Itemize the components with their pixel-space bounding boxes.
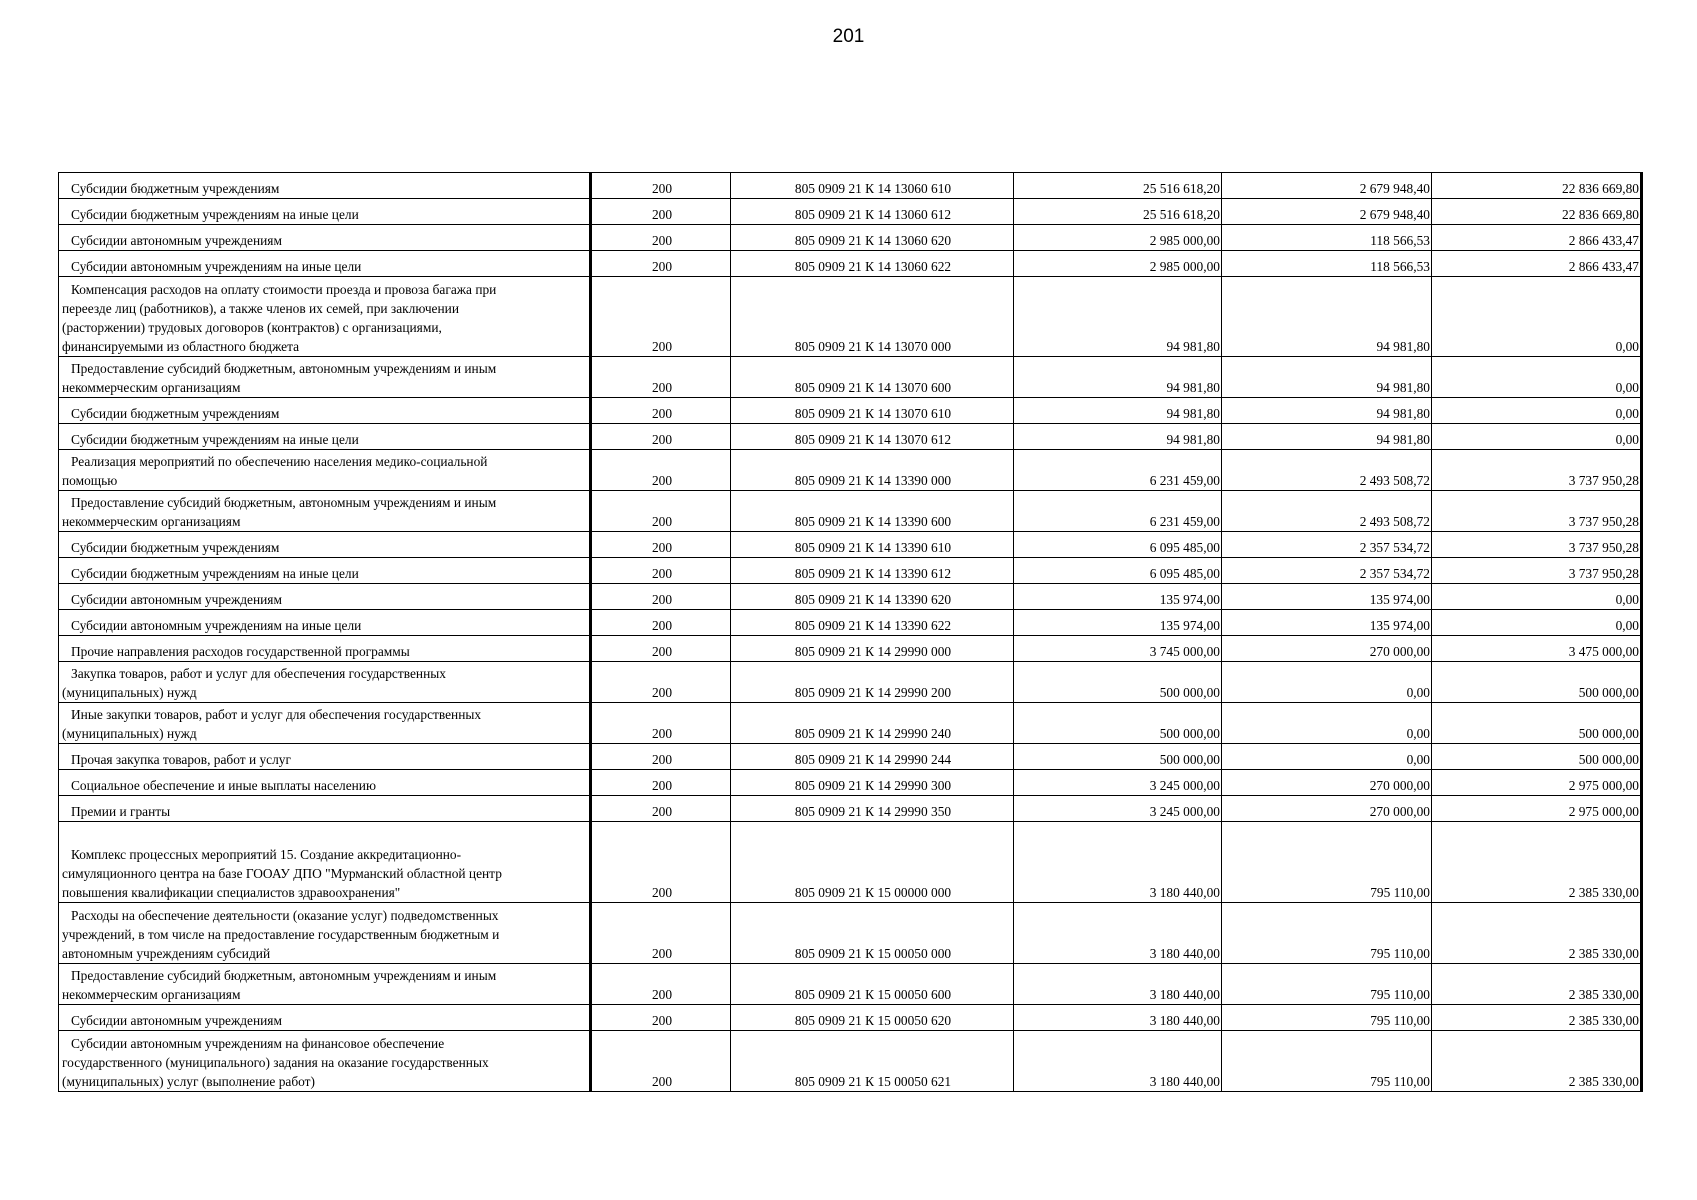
cell-name-line: Социальное обеспечение и иные выплаты населению xyxy=(71,778,376,793)
cell-budget-classification-code: 805 0909 21 К 14 29990 200 xyxy=(731,662,1014,703)
cell-line-code: 200 xyxy=(591,610,731,636)
cell-line-code: 200 xyxy=(591,744,731,770)
cell-executed-amount: 0,00 xyxy=(1222,662,1432,703)
cell-unexecuted-amount: 22 836 669,80 xyxy=(1432,199,1642,225)
cell-name xyxy=(59,636,591,662)
cell-budget-classification-code: 805 0909 21 К 14 13390 610 xyxy=(731,532,1014,558)
cell-approved-amount: 25 516 618,20 xyxy=(1014,173,1222,199)
cell-unexecuted-amount: 0,00 xyxy=(1432,584,1642,610)
cell-approved-amount: 3 180 440,00 xyxy=(1014,822,1222,903)
cell-budget-classification-code: 805 0909 21 К 14 29990 244 xyxy=(731,744,1014,770)
cell-line-code: 200 xyxy=(591,357,731,398)
cell-unexecuted-amount: 2 385 330,00 xyxy=(1432,1005,1642,1031)
cell-line-code: 200 xyxy=(591,964,731,1005)
cell-name-line: Прочие направления расходов государственной программы xyxy=(71,644,410,659)
cell-budget-classification-code: 805 0909 21 К 14 13390 000 xyxy=(731,450,1014,491)
table-row xyxy=(59,277,1642,357)
cell-budget-classification-code: 805 0909 21 К 15 00050 600 xyxy=(731,964,1014,1005)
cell-name-line: Комплекс процессных мероприятий 15. Создание аккредитационно- xyxy=(71,847,462,862)
cell-approved-amount: 94 981,80 xyxy=(1014,398,1222,424)
cell-name-line: государственного (муниципального) задания на оказание государственных xyxy=(62,1055,489,1070)
cell-name-line: финансируемыми из областного бюджета xyxy=(62,339,300,354)
cell-approved-amount: 500 000,00 xyxy=(1014,662,1222,703)
cell-approved-amount: 3 180 440,00 xyxy=(1014,903,1222,964)
cell-executed-amount: 94 981,80 xyxy=(1222,357,1432,398)
cell-executed-amount: 0,00 xyxy=(1222,703,1432,744)
cell-name-line: Расходы на обеспечение деятельности (оказание услуг) подведомственных xyxy=(71,908,499,923)
cell-executed-amount: 795 110,00 xyxy=(1222,1031,1432,1092)
cell-approved-amount: 3 245 000,00 xyxy=(1014,796,1222,822)
cell-name xyxy=(59,1031,591,1092)
cell-unexecuted-amount: 2 866 433,47 xyxy=(1432,225,1642,251)
cell-approved-amount: 500 000,00 xyxy=(1014,703,1222,744)
cell-name-line: некоммерческим организациям xyxy=(62,514,241,529)
cell-name-line: (муниципальных) нужд xyxy=(62,685,197,700)
table-row xyxy=(59,357,1642,398)
cell-line-code: 200 xyxy=(591,398,731,424)
table-row xyxy=(59,225,1642,251)
cell-name-line: Реализация мероприятий по обеспечению населения медико-социальной xyxy=(71,454,488,469)
cell-budget-classification-code: 805 0909 21 К 14 13390 622 xyxy=(731,610,1014,636)
cell-name-line: Субсидии автономным учреждениям xyxy=(71,1013,282,1028)
cell-budget-classification-code: 805 0909 21 К 15 00050 621 xyxy=(731,1031,1014,1092)
cell-name xyxy=(59,491,591,532)
cell-executed-amount: 118 566,53 xyxy=(1222,251,1432,277)
cell-executed-amount: 270 000,00 xyxy=(1222,636,1432,662)
cell-unexecuted-amount: 0,00 xyxy=(1432,424,1642,450)
cell-line-code: 200 xyxy=(591,424,731,450)
cell-executed-amount: 270 000,00 xyxy=(1222,770,1432,796)
cell-name-line: некоммерческим организациям xyxy=(62,380,241,395)
cell-unexecuted-amount: 3 737 950,28 xyxy=(1432,532,1642,558)
cell-approved-amount: 2 985 000,00 xyxy=(1014,251,1222,277)
cell-budget-classification-code: 805 0909 21 К 14 29990 000 xyxy=(731,636,1014,662)
cell-line-code: 200 xyxy=(591,199,731,225)
cell-approved-amount: 94 981,80 xyxy=(1014,424,1222,450)
cell-name-line: (муниципальных) услуг (выполнение работ) xyxy=(62,1074,315,1089)
cell-name-line: Субсидии бюджетным учреждениям на иные цели xyxy=(71,207,359,222)
cell-name xyxy=(59,1005,591,1031)
cell-executed-amount: 2 679 948,40 xyxy=(1222,199,1432,225)
cell-approved-amount: 3 745 000,00 xyxy=(1014,636,1222,662)
cell-name-line: Иные закупки товаров, работ и услуг для обеспечения государственных xyxy=(71,707,482,722)
table-row xyxy=(59,199,1642,225)
cell-line-code: 200 xyxy=(591,822,731,903)
cell-unexecuted-amount: 2 385 330,00 xyxy=(1432,1031,1642,1092)
cell-executed-amount: 135 974,00 xyxy=(1222,610,1432,636)
table-row xyxy=(59,584,1642,610)
cell-executed-amount: 270 000,00 xyxy=(1222,796,1432,822)
cell-line-code: 200 xyxy=(591,770,731,796)
cell-approved-amount: 94 981,80 xyxy=(1014,277,1222,357)
cell-budget-classification-code: 805 0909 21 К 14 13070 612 xyxy=(731,424,1014,450)
cell-line-code: 200 xyxy=(591,584,731,610)
cell-name xyxy=(59,770,591,796)
cell-budget-classification-code: 805 0909 21 К 14 13390 612 xyxy=(731,558,1014,584)
table-body xyxy=(59,173,1642,1092)
cell-name-line: учреждений, в том числе на предоставление государственным бюджетным и xyxy=(62,927,500,942)
cell-budget-classification-code: 805 0909 21 К 14 13390 620 xyxy=(731,584,1014,610)
cell-line-code: 200 xyxy=(591,225,731,251)
cell-line-code: 200 xyxy=(591,636,731,662)
cell-name xyxy=(59,532,591,558)
cell-name xyxy=(59,903,591,964)
cell-approved-amount: 3 180 440,00 xyxy=(1014,1005,1222,1031)
cell-name xyxy=(59,610,591,636)
cell-unexecuted-amount: 3 737 950,28 xyxy=(1432,491,1642,532)
cell-name-line: Компенсация расходов на оплату стоимости проезда и провоза багажа при xyxy=(71,282,497,297)
cell-name-line: автономным учреждениям субсидий xyxy=(62,946,271,961)
budget-execution-table xyxy=(58,172,1643,1092)
cell-name-line: Премии и гранты xyxy=(71,804,171,819)
cell-unexecuted-amount: 500 000,00 xyxy=(1432,662,1642,703)
cell-name-line: Субсидии бюджетным учреждениям xyxy=(71,406,280,421)
cell-executed-amount: 2 357 534,72 xyxy=(1222,532,1432,558)
cell-executed-amount: 0,00 xyxy=(1222,744,1432,770)
cell-name-line: (муниципальных) нужд xyxy=(62,726,197,741)
cell-name-line: Субсидии автономным учреждениям xyxy=(71,233,282,248)
cell-approved-amount: 3 180 440,00 xyxy=(1014,964,1222,1005)
cell-name-line: Закупка товаров, работ и услуг для обеспечения государственных xyxy=(71,666,446,681)
cell-name xyxy=(59,225,591,251)
cell-name-line: некоммерческим организациям xyxy=(62,987,241,1002)
cell-unexecuted-amount: 0,00 xyxy=(1432,610,1642,636)
cell-approved-amount: 3 245 000,00 xyxy=(1014,770,1222,796)
cell-line-code: 200 xyxy=(591,532,731,558)
cell-line-code: 200 xyxy=(591,558,731,584)
cell-unexecuted-amount: 2 385 330,00 xyxy=(1432,822,1642,903)
cell-name-line: Субсидии автономным учреждениям xyxy=(71,592,282,607)
cell-name-line: Субсидии бюджетным учреждениям на иные цели xyxy=(71,566,359,581)
table-row xyxy=(59,796,1642,822)
cell-name-line: переезде лиц (работников), а также членов их семей, при заключении xyxy=(62,301,459,316)
table-row xyxy=(59,964,1642,1005)
cell-name-line: Субсидии бюджетным учреждениям на иные цели xyxy=(71,432,359,447)
cell-executed-amount: 2 493 508,72 xyxy=(1222,491,1432,532)
table-row xyxy=(59,1005,1642,1031)
cell-name xyxy=(59,251,591,277)
cell-unexecuted-amount: 0,00 xyxy=(1432,357,1642,398)
cell-name-line: симуляционного центра на базе ГООАУ ДПО "Мурманский областной центр xyxy=(62,866,502,881)
cell-line-code: 200 xyxy=(591,251,731,277)
cell-name xyxy=(59,277,591,357)
table-row xyxy=(59,173,1642,199)
cell-unexecuted-amount: 22 836 669,80 xyxy=(1432,173,1642,199)
cell-approved-amount: 135 974,00 xyxy=(1014,584,1222,610)
cell-line-code: 200 xyxy=(591,173,731,199)
cell-approved-amount: 6 231 459,00 xyxy=(1014,491,1222,532)
cell-name xyxy=(59,173,591,199)
cell-approved-amount: 94 981,80 xyxy=(1014,357,1222,398)
cell-budget-classification-code: 805 0909 21 К 14 13060 610 xyxy=(731,173,1014,199)
cell-executed-amount: 2 679 948,40 xyxy=(1222,173,1432,199)
cell-unexecuted-amount: 0,00 xyxy=(1432,277,1642,357)
cell-name xyxy=(59,424,591,450)
cell-line-code: 200 xyxy=(591,491,731,532)
cell-name-line: Предоставление субсидий бюджетным, автономным учреждениям и иным xyxy=(71,968,497,983)
cell-name-line: Субсидии бюджетным учреждениям xyxy=(71,540,280,555)
cell-name-line: Субсидии бюджетным учреждениям xyxy=(71,181,280,196)
cell-executed-amount: 118 566,53 xyxy=(1222,225,1432,251)
cell-name xyxy=(59,744,591,770)
cell-budget-classification-code: 805 0909 21 К 14 29990 240 xyxy=(731,703,1014,744)
cell-executed-amount: 94 981,80 xyxy=(1222,398,1432,424)
cell-name-line: Субсидии автономным учреждениям на иные цели xyxy=(71,618,362,633)
cell-budget-classification-code: 805 0909 21 К 14 13390 600 xyxy=(731,491,1014,532)
cell-unexecuted-amount: 2 866 433,47 xyxy=(1432,251,1642,277)
cell-name xyxy=(59,450,591,491)
cell-budget-classification-code: 805 0909 21 К 14 29990 300 xyxy=(731,770,1014,796)
cell-unexecuted-amount: 500 000,00 xyxy=(1432,703,1642,744)
cell-executed-amount: 795 110,00 xyxy=(1222,903,1432,964)
cell-name-line: Предоставление субсидий бюджетным, автономным учреждениям и иным xyxy=(71,361,497,376)
table-row xyxy=(59,424,1642,450)
cell-name xyxy=(59,964,591,1005)
cell-executed-amount: 135 974,00 xyxy=(1222,584,1432,610)
cell-line-code: 200 xyxy=(591,277,731,357)
cell-name-line: (расторжении) трудовых договоров (контрактов) с организациями, xyxy=(62,320,442,335)
cell-unexecuted-amount: 2 975 000,00 xyxy=(1432,796,1642,822)
cell-name-line: повышения квалификации специалистов здравоохранения" xyxy=(62,885,401,900)
cell-name-line: Субсидии автономным учреждениям на иные цели xyxy=(71,259,362,274)
cell-line-code: 200 xyxy=(591,796,731,822)
table-row xyxy=(59,770,1642,796)
cell-budget-classification-code: 805 0909 21 К 14 13070 610 xyxy=(731,398,1014,424)
cell-line-code: 200 xyxy=(591,703,731,744)
cell-approved-amount: 6 095 485,00 xyxy=(1014,532,1222,558)
cell-name xyxy=(59,662,591,703)
cell-unexecuted-amount: 2 975 000,00 xyxy=(1432,770,1642,796)
cell-unexecuted-amount: 3 475 000,00 xyxy=(1432,636,1642,662)
table-row xyxy=(59,450,1642,491)
cell-unexecuted-amount: 2 385 330,00 xyxy=(1432,903,1642,964)
table-row xyxy=(59,1031,1642,1092)
cell-line-code: 200 xyxy=(591,903,731,964)
table-row xyxy=(59,903,1642,964)
table-row xyxy=(59,662,1642,703)
table-row xyxy=(59,491,1642,532)
cell-unexecuted-amount: 2 385 330,00 xyxy=(1432,964,1642,1005)
cell-name xyxy=(59,822,591,903)
cell-approved-amount: 3 180 440,00 xyxy=(1014,1031,1222,1092)
cell-executed-amount: 94 981,80 xyxy=(1222,424,1432,450)
table-row xyxy=(59,636,1642,662)
cell-approved-amount: 6 095 485,00 xyxy=(1014,558,1222,584)
cell-budget-classification-code: 805 0909 21 К 14 13070 000 xyxy=(731,277,1014,357)
table-row xyxy=(59,532,1642,558)
cell-name-line: помощью xyxy=(62,473,118,488)
cell-budget-classification-code: 805 0909 21 К 15 00050 620 xyxy=(731,1005,1014,1031)
cell-line-code: 200 xyxy=(591,1031,731,1092)
cell-name-line: Прочая закупка товаров, работ и услуг xyxy=(71,752,291,767)
cell-name-line: Предоставление субсидий бюджетным, автономным учреждениям и иным xyxy=(71,495,497,510)
cell-name xyxy=(59,584,591,610)
cell-executed-amount: 94 981,80 xyxy=(1222,277,1432,357)
cell-name-line: Субсидии автономным учреждениям на финансовое обеспечение xyxy=(71,1036,445,1051)
table-row xyxy=(59,744,1642,770)
cell-approved-amount: 2 985 000,00 xyxy=(1014,225,1222,251)
cell-budget-classification-code: 805 0909 21 К 14 13060 622 xyxy=(731,251,1014,277)
cell-approved-amount: 500 000,00 xyxy=(1014,744,1222,770)
cell-name xyxy=(59,796,591,822)
cell-executed-amount: 795 110,00 xyxy=(1222,822,1432,903)
cell-executed-amount: 795 110,00 xyxy=(1222,1005,1432,1031)
cell-name xyxy=(59,398,591,424)
cell-unexecuted-amount: 3 737 950,28 xyxy=(1432,450,1642,491)
cell-name xyxy=(59,558,591,584)
cell-line-code: 200 xyxy=(591,1005,731,1031)
cell-line-code: 200 xyxy=(591,450,731,491)
cell-budget-classification-code: 805 0909 21 К 15 00050 000 xyxy=(731,903,1014,964)
cell-approved-amount: 135 974,00 xyxy=(1014,610,1222,636)
cell-executed-amount: 2 493 508,72 xyxy=(1222,450,1432,491)
table-row xyxy=(59,398,1642,424)
cell-executed-amount: 795 110,00 xyxy=(1222,964,1432,1005)
table-row xyxy=(59,822,1642,903)
cell-unexecuted-amount: 3 737 950,28 xyxy=(1432,558,1642,584)
cell-budget-classification-code: 805 0909 21 К 14 13070 600 xyxy=(731,357,1014,398)
table-row xyxy=(59,610,1642,636)
table-row xyxy=(59,703,1642,744)
cell-unexecuted-amount: 0,00 xyxy=(1432,398,1642,424)
cell-executed-amount: 2 357 534,72 xyxy=(1222,558,1432,584)
cell-line-code: 200 xyxy=(591,662,731,703)
cell-budget-classification-code: 805 0909 21 К 15 00000 000 xyxy=(731,822,1014,903)
table-row xyxy=(59,251,1642,277)
page-number: 201 xyxy=(832,26,865,47)
cell-budget-classification-code: 805 0909 21 К 14 13060 612 xyxy=(731,199,1014,225)
cell-approved-amount: 25 516 618,20 xyxy=(1014,199,1222,225)
cell-budget-classification-code: 805 0909 21 К 14 29990 350 xyxy=(731,796,1014,822)
cell-name xyxy=(59,703,591,744)
cell-unexecuted-amount: 500 000,00 xyxy=(1432,744,1642,770)
cell-approved-amount: 6 231 459,00 xyxy=(1014,450,1222,491)
cell-name xyxy=(59,199,591,225)
table-row xyxy=(59,558,1642,584)
cell-name xyxy=(59,357,591,398)
cell-budget-classification-code: 805 0909 21 К 14 13060 620 xyxy=(731,225,1014,251)
